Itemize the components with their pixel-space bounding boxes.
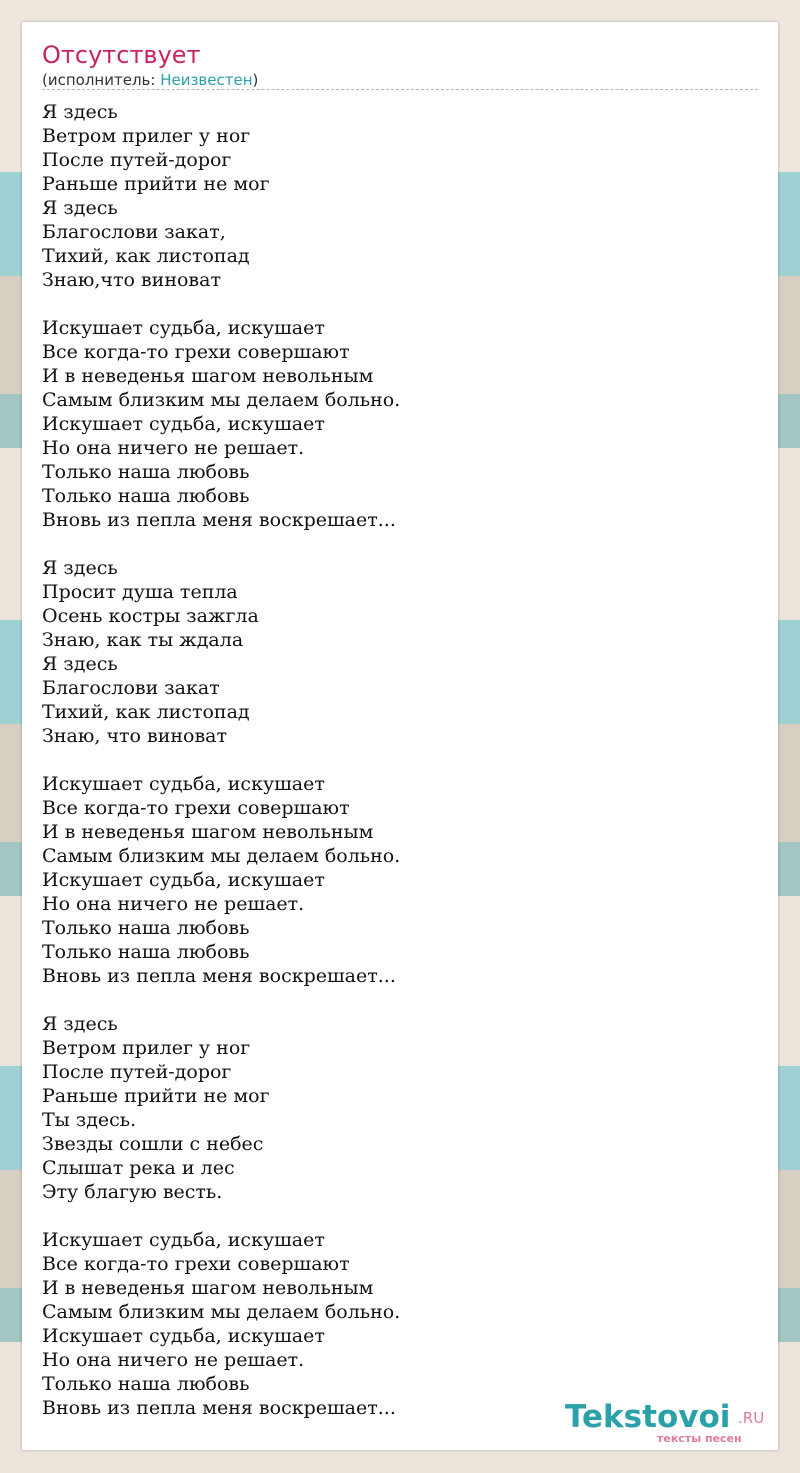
artist-prefix: (исполнитель: — [42, 71, 161, 89]
song-title: Отсутствует — [42, 41, 201, 69]
lyrics-text: Я здесь Ветром прилег у ног После путей-дорог Раньше прийти не мог Я здесь Благослови закат, Тихий, как листопад Знаю,что виноват Искушает судьба, искушает Все когда-то грехи совершают И в неведенья шагом невольным Самым близким мы делаем больно. Искушает судьба, искушает Но она ничего не решает. Только наша любовь Только наша любовь Вновь из пепла меня воскрешает... Я здесь Просит душа тепла Осень костры зажгла Знаю, как ты ждала Я здесь Благослови закат Тихий, как листопад Знаю, что виноват Искушает судьба, искушает Все когда-то грехи совершают И в неведенья шагом невольным Самым близким мы делаем больно. Искушает судьба, искушает Но она ничего не решает. Только наша любовь Только наша любовь Вновь из пепла меня воскрешает... Я здесь Ветром прилег у ног После путей-дорог Раньше прийти не мог Ты здесь. Звезды сошли с небес Слышат река и лес Эту благую весть. Искушает судьба, искушает Все когда-то грехи совершают И в неведенья шагом невольным Самым близким мы делаем больно. Искушает судьба, искушает Но она ничего не решает. Только наша любовь Вновь из пепла меня воскрешает... — [42, 101, 401, 1419]
logo-wordmark: Tekstovoi — [565, 1399, 731, 1435]
title-divider — [42, 89, 758, 90]
site-logo[interactable] — [565, 1400, 770, 1448]
logo-tagline: тексты песен — [657, 1432, 742, 1445]
lyrics-card — [22, 22, 778, 1450]
artist-line — [42, 70, 258, 90]
artist-link[interactable]: Неизвестен — [160, 71, 253, 89]
logo-domain-suffix: .RU — [738, 1409, 765, 1427]
artist-suffix: ) — [252, 71, 259, 89]
